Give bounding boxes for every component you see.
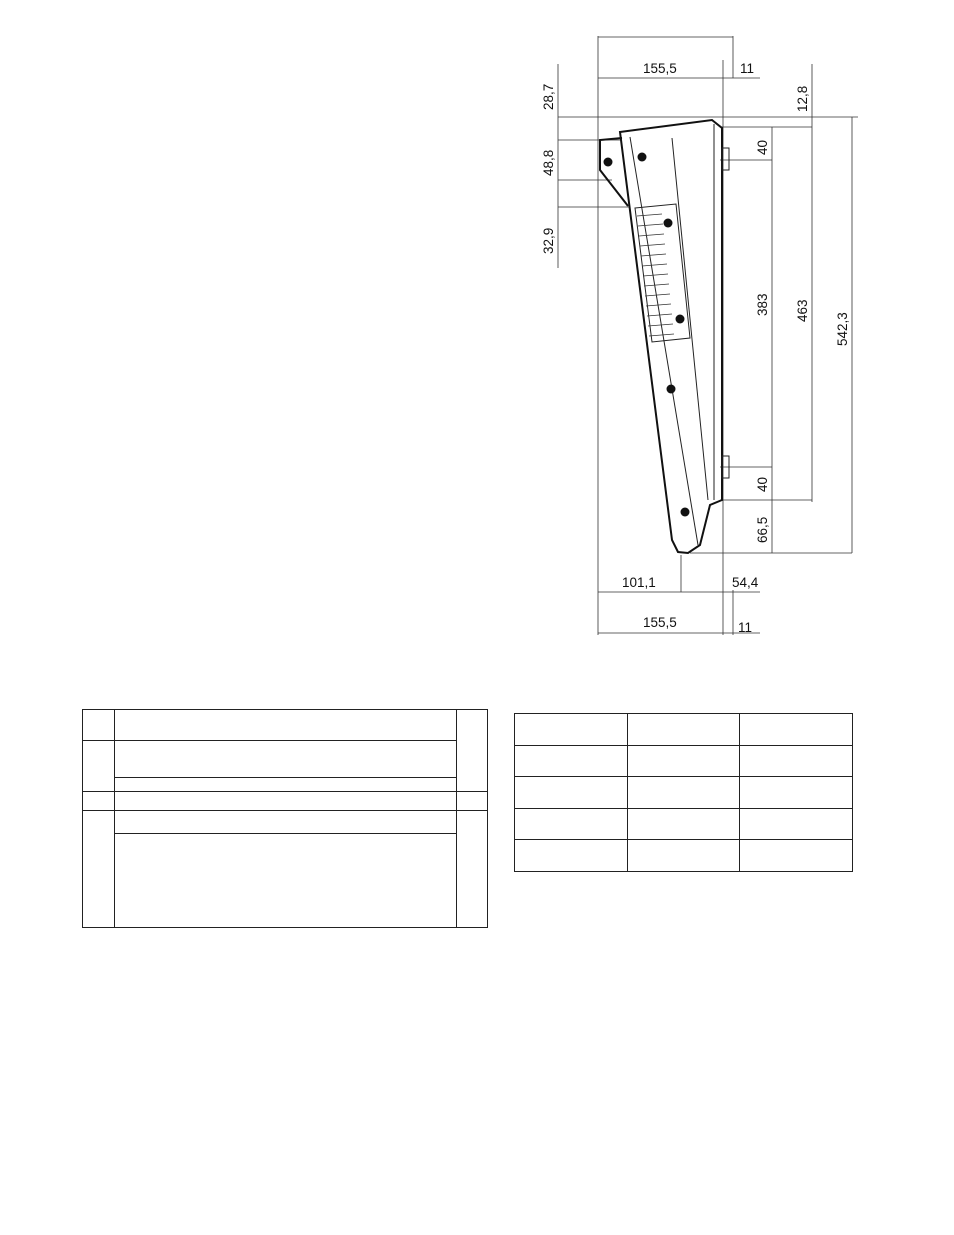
table-cell bbox=[83, 741, 115, 792]
rear-bracket bbox=[600, 138, 628, 206]
table-cell bbox=[627, 808, 740, 840]
table-cell bbox=[115, 834, 457, 928]
table-cell bbox=[457, 811, 488, 928]
screw-dot bbox=[638, 153, 647, 162]
table-cell bbox=[515, 777, 628, 809]
dim-top-right: 11 bbox=[740, 61, 755, 76]
mixer-body bbox=[600, 120, 729, 553]
screw-dot bbox=[664, 219, 673, 228]
table-cell bbox=[627, 745, 740, 777]
table-cell bbox=[83, 811, 115, 928]
table-cell bbox=[115, 710, 457, 741]
table-cell bbox=[457, 710, 488, 792]
table-cell bbox=[515, 840, 628, 872]
table-cell bbox=[457, 792, 488, 811]
dim-left-48-8: 48,8 bbox=[541, 149, 556, 176]
table-cell bbox=[115, 811, 457, 834]
dim-bottom-right: 11 bbox=[738, 620, 753, 635]
screw-dot bbox=[681, 508, 690, 517]
dim-bottom-width: 155,5 bbox=[643, 615, 677, 630]
table-cell bbox=[515, 745, 628, 777]
table-cell bbox=[740, 745, 853, 777]
table-cell bbox=[515, 714, 628, 746]
table-cell bbox=[740, 840, 853, 872]
dim-top-width: 155,5 bbox=[643, 61, 677, 76]
dim-bottom-101-1: 101,1 bbox=[622, 575, 656, 590]
table-cell bbox=[740, 714, 853, 746]
table-cell bbox=[115, 778, 457, 792]
dim-right-12-8: 12,8 bbox=[795, 85, 810, 112]
dim-foot-top: 40 bbox=[755, 139, 770, 155]
spec-table-left bbox=[82, 709, 488, 928]
dim-foot-span: 383 bbox=[755, 293, 770, 316]
dim-left-28-7: 28,7 bbox=[541, 83, 556, 110]
dimension-lines bbox=[558, 36, 858, 635]
table-cell bbox=[115, 792, 457, 811]
screw-dot bbox=[604, 158, 613, 167]
dim-inner-463: 463 bbox=[795, 299, 810, 322]
table-cell bbox=[515, 808, 628, 840]
table-cell bbox=[83, 792, 115, 811]
table-cell bbox=[627, 840, 740, 872]
table-cell bbox=[740, 808, 853, 840]
table-cell bbox=[740, 777, 853, 809]
table-cell bbox=[83, 710, 115, 741]
spec-table-right bbox=[514, 713, 853, 872]
screw-dot bbox=[667, 385, 676, 394]
screw-dot bbox=[676, 315, 685, 324]
dim-bottom-66-5: 66,5 bbox=[755, 516, 770, 543]
table-cell bbox=[115, 741, 457, 778]
dim-total-542-3: 542,3 bbox=[835, 312, 850, 346]
dim-left-32-9: 32,9 bbox=[541, 227, 556, 254]
table-cell bbox=[627, 777, 740, 809]
dim-foot-bottom: 40 bbox=[755, 476, 770, 492]
table-cell bbox=[627, 714, 740, 746]
dim-bottom-54-4: 54,4 bbox=[732, 575, 759, 590]
